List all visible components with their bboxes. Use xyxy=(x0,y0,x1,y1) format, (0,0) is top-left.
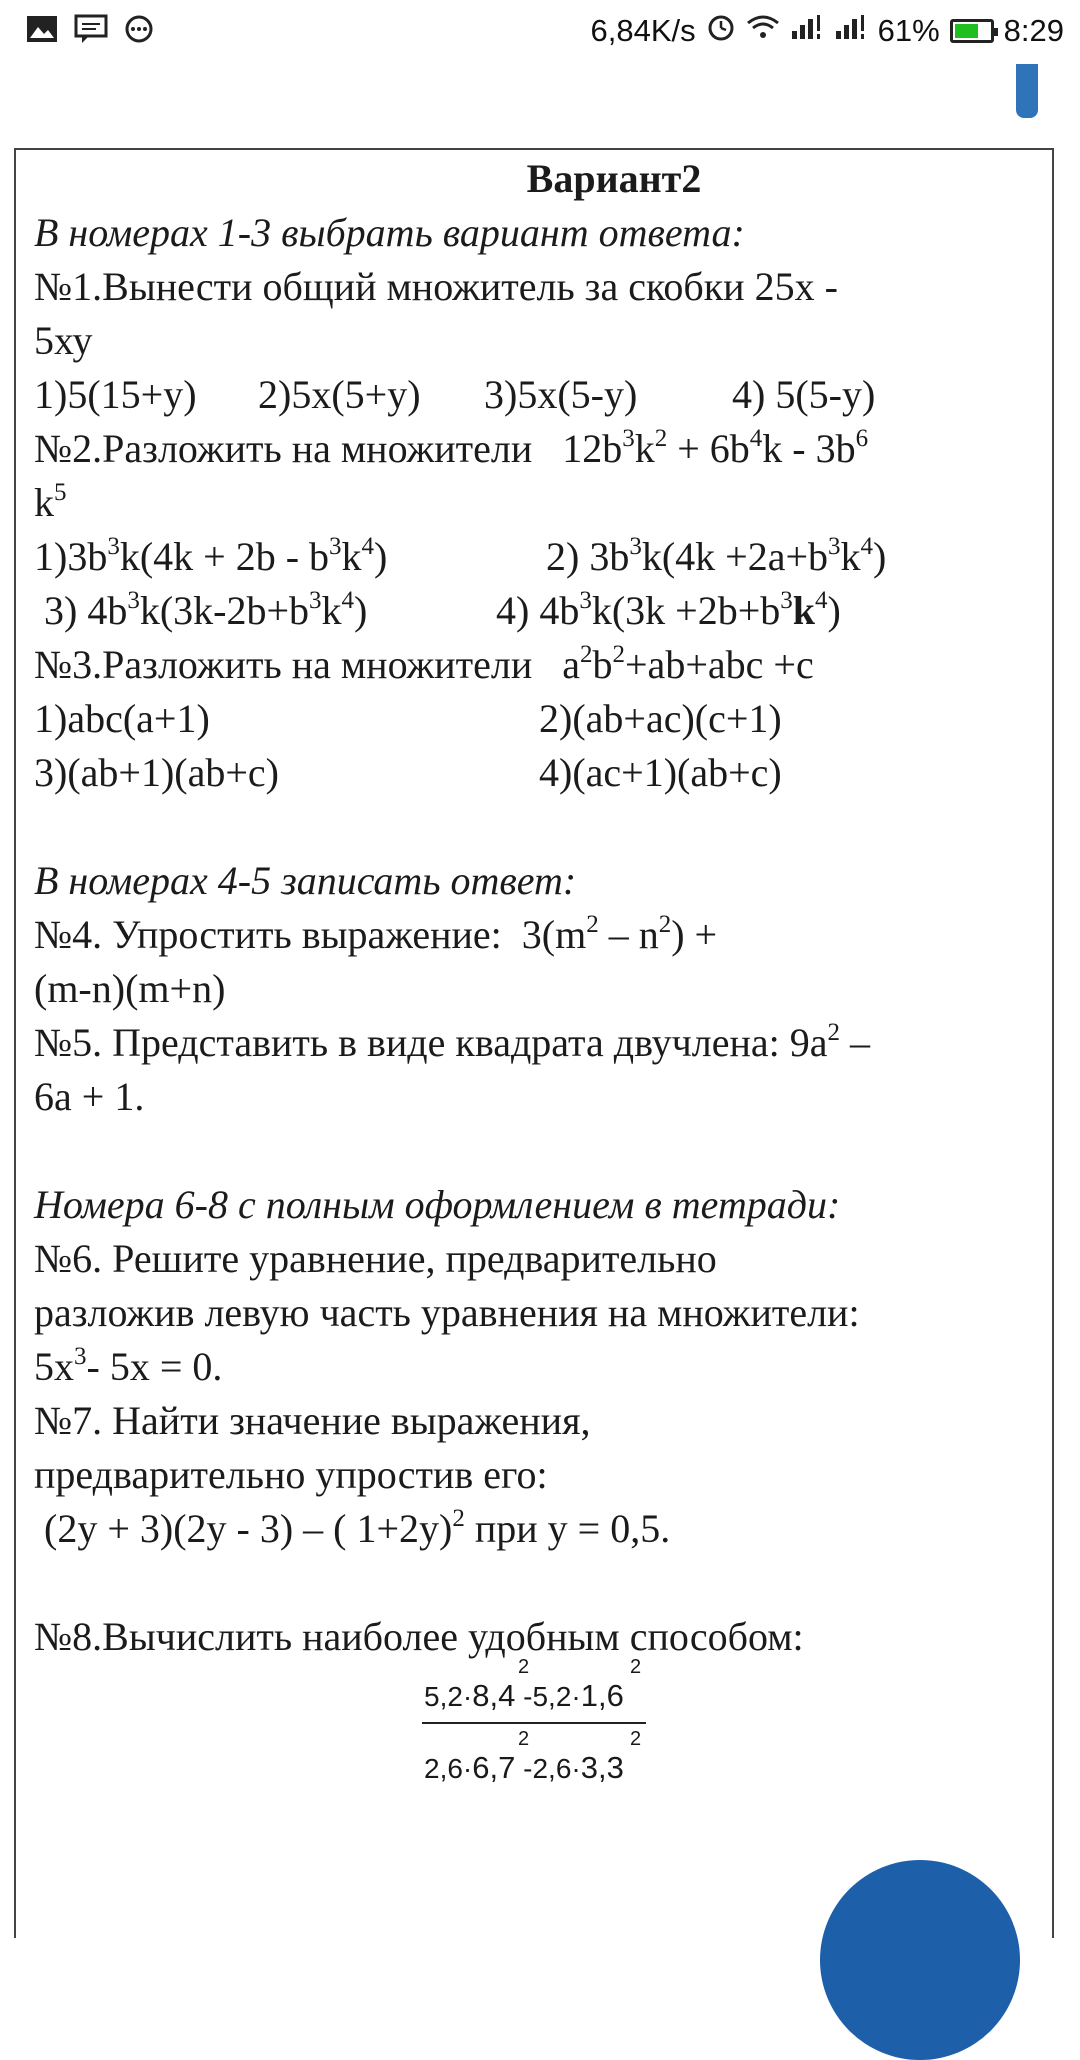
question-6: №6. Решите уравнение, предварительно xyxy=(34,1236,717,1281)
question-3-options-a xyxy=(34,692,1044,746)
question-3: №3.Разложить на множители $a^2b^2+ab+abc +c$ xyxy=(34,640,814,687)
scrollbar-thumb[interactable] xyxy=(1016,64,1038,118)
option-1: 1)abc(a+1) xyxy=(34,696,210,741)
question-2-options-b xyxy=(34,584,1044,638)
question-5-label: №5. Представить в виде квадрата двучлена: xyxy=(34,1020,780,1065)
question-4-label: №4. Упростить выражение: xyxy=(34,912,502,957)
fraction-numerator: 5,2·8,4 -5,2·1,6 xyxy=(424,1678,624,1713)
exponent: 2 xyxy=(630,1728,642,1750)
question-4: №4. Упростить выражение: $3(m^2 - n^2)$ + xyxy=(34,910,718,957)
document xyxy=(34,152,1044,1664)
option-2: 2) $3b^3k(4k +2a+b^3k^4)$ xyxy=(546,532,887,579)
exponent: 2 xyxy=(518,1656,530,1678)
wifi-icon xyxy=(746,13,780,49)
option-4: 4) $4b^3k(3k +2b+b^3k^4)$ xyxy=(496,586,841,633)
page-title: Вариант2 xyxy=(526,156,702,201)
question-6-equation: $5x^3-$ 5x = 0. xyxy=(34,1342,223,1389)
image-icon xyxy=(26,15,58,51)
section-heading-1: В номерах 1-3 выбрать вариант ответа: xyxy=(34,210,745,255)
question-7-expression: (2y + 3)(2y - 3) – ( 1+2y)$^2$ при y = 0,5. xyxy=(34,1504,671,1551)
question-1: №1.Вынести общий множитель за скобки 25х - xyxy=(34,264,838,309)
alarm-icon xyxy=(706,12,736,50)
option-2: 2)5х(5+у) xyxy=(258,372,421,417)
question-3-options-b xyxy=(34,746,1044,800)
battery-icon xyxy=(950,19,994,43)
question-1-cont: 5ху xyxy=(34,318,93,363)
section-heading-3: Номера 6-8 с полным оформлением в тетради: xyxy=(34,1182,841,1227)
option-1: $1)3b^3k(4k + 2b - b^3k^4)$ xyxy=(34,532,388,579)
status-bar xyxy=(0,0,1080,64)
exponent: 2 xyxy=(630,1656,642,1678)
option-3: 3)5х(5-у) xyxy=(484,372,638,417)
more-icon xyxy=(124,14,154,52)
question-4-cont: (m-n)(m+n) xyxy=(34,966,226,1011)
question-7: №7. Найти значение выражения, xyxy=(34,1398,591,1443)
option-4: 4) 5(5-у) xyxy=(732,372,876,417)
question-2-options-a xyxy=(34,530,1044,584)
section-heading-2: В номерах 4-5 записать ответ: xyxy=(34,858,577,903)
fraction-denominator: 2,6·6,7 -2,6·3,3 xyxy=(424,1750,624,1785)
question-7-cont: предварительно упростив его: xyxy=(34,1452,548,1497)
network-speed: 6,84K/s xyxy=(590,13,696,48)
fraction-bar xyxy=(422,1722,646,1724)
question-6-cont: разложив левую часть уравнения на множители: xyxy=(34,1290,860,1335)
signal-icon-1 xyxy=(790,13,824,49)
option-4: 4)(ac+1)(ab+c) xyxy=(539,750,782,795)
message-icon xyxy=(74,14,108,52)
question-2: №2.Разложить на множители $12b^3k^2 + 6b^4k - 3b^6$ xyxy=(34,424,869,471)
option-1: 1)5(15+у) xyxy=(34,372,197,417)
question-3-label: №3.Разложить на множители xyxy=(34,642,533,687)
question-1-options xyxy=(34,368,1044,422)
clock: 8:29 xyxy=(1003,13,1064,48)
question-2-cont: $k^5$ xyxy=(34,478,67,525)
exponent: 2 xyxy=(518,1728,530,1750)
option-2: 2)(ab+ac)(c+1) xyxy=(539,696,782,741)
floating-action-button[interactable] xyxy=(820,1860,1020,2060)
question-5: №5. Представить в виде квадрата двучлена: $9a^2$ – xyxy=(34,1018,870,1065)
option-3: 3) $4b^3k(3k-2b+b^3k^4)$ xyxy=(34,586,368,633)
question-5-cont: 6a + 1. xyxy=(34,1074,145,1119)
question-8: №8.Вычислить наиболее удобным способом: xyxy=(34,1614,804,1659)
battery-percent: 61% xyxy=(877,13,940,48)
signal-icon-2 xyxy=(834,13,868,49)
question-2-label: №2.Разложить на множители xyxy=(34,426,533,471)
option-3: 3)(ab+1)(ab+c) xyxy=(34,750,279,795)
